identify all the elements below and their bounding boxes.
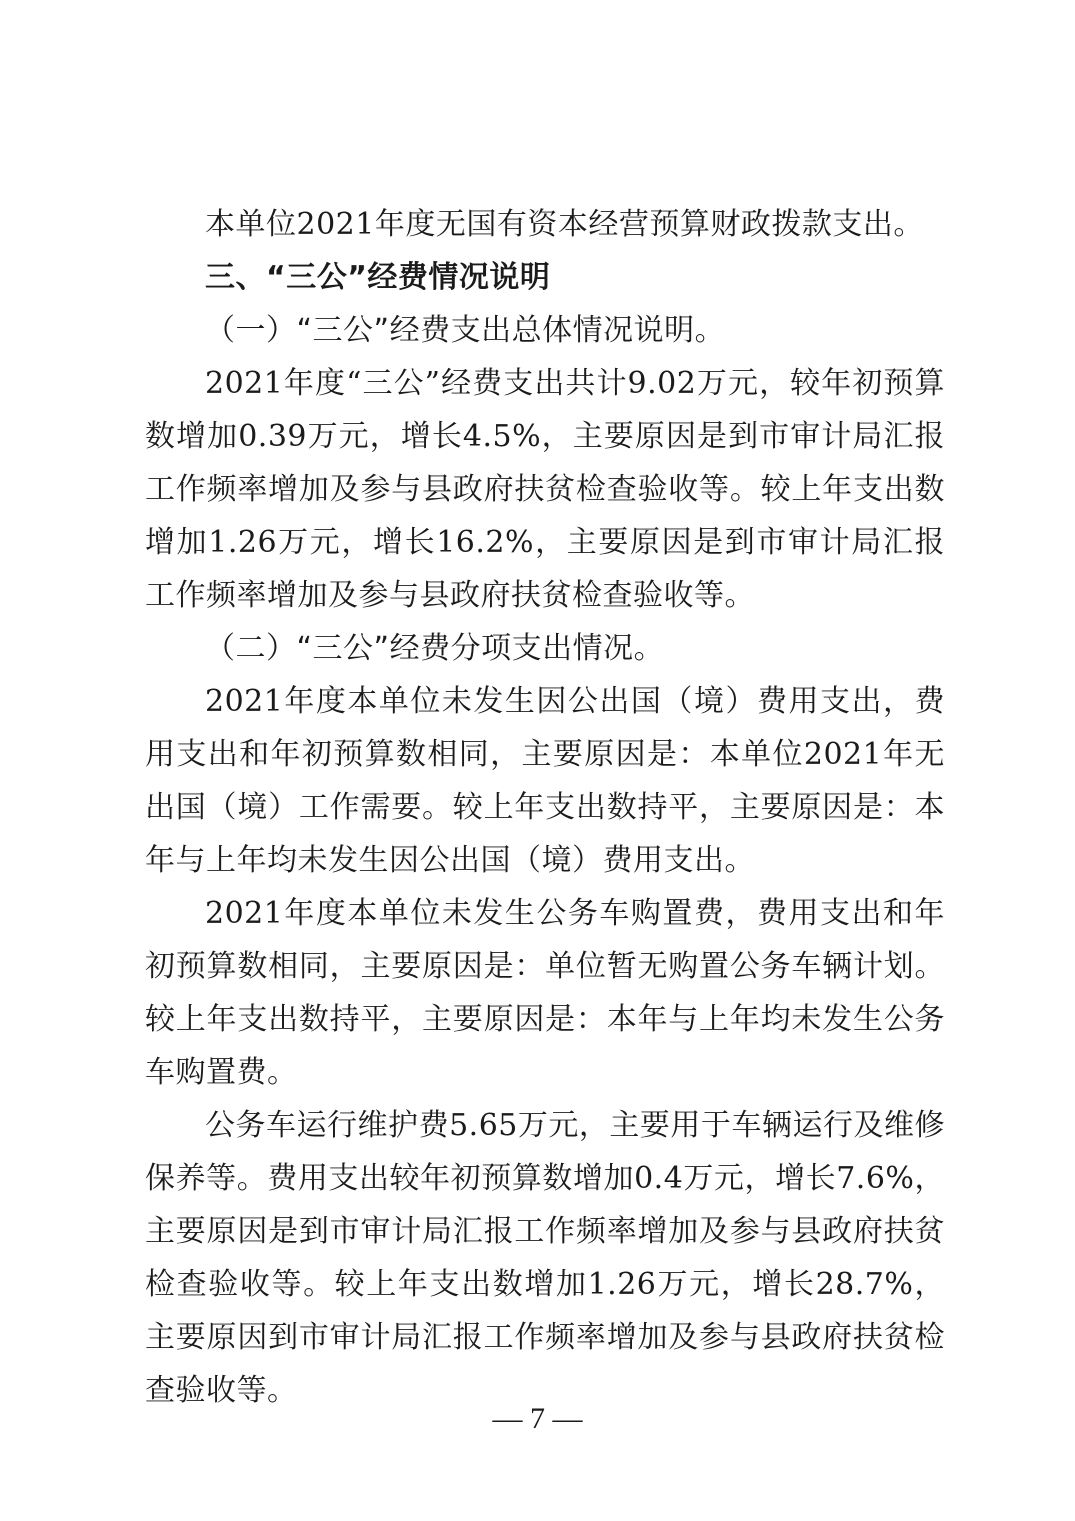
document-body	[145, 198, 945, 1417]
paragraph-vehicle-purchase: 2021年度本单位未发生公务车购置费，费用支出和年初预算数相同，主要原因是：单位暂无购置公务车辆计划。较上年支出数持平，主要原因是：本年与上年均未发生公务车购置费。	[145, 896, 945, 1090]
section-heading-three-public: 三、“三公”经费情况说明	[205, 260, 551, 295]
subheading-overall: （一）“三公”经费支出总体情况说明。	[205, 313, 726, 348]
paragraph-overall-expenditure: 2021年度“三公”经费支出共计9.02万元，较年初预算数增加0.39万元，增长4.5%，主要原因是到市审计局汇报工作频率增加及参与县政府扶贫检查验收等。较上年支出数增加1.26万元，增长16.2%，主要原因是到市审计局汇报工作频率增加及参与县政府扶贫检查验收等。	[145, 366, 945, 613]
paragraph-vehicle-maintenance: 公务车运行维护费5.65万元，主要用于车辆运行及维修保养等。费用支出较年初预算数增加0.4万元，增长7.6%，主要原因是到市审计局汇报工作频率增加及参与县政府扶贫检查验收等。较上年支出数增加1.26万元，增长28.7%，主要原因到市审计局汇报工作频率增加及参与县政府扶贫检查验收等。	[145, 1108, 945, 1408]
subheading-itemized: （二）“三公”经费分项支出情况。	[205, 631, 665, 666]
page-number: — 7 —	[492, 1402, 583, 1435]
paragraph-state-capital-budget: 本单位2021年度无国有资本经营预算财政拨款支出。	[205, 207, 924, 242]
paragraph-overseas-travel: 2021年度本单位未发生因公出国（境）费用支出，费用支出和年初预算数相同，主要原因是：本单位2021年无出国（境）工作需要。较上年支出数持平，主要原因是：本年与上年均未发生因公出国（境）费用支出。	[145, 684, 945, 878]
